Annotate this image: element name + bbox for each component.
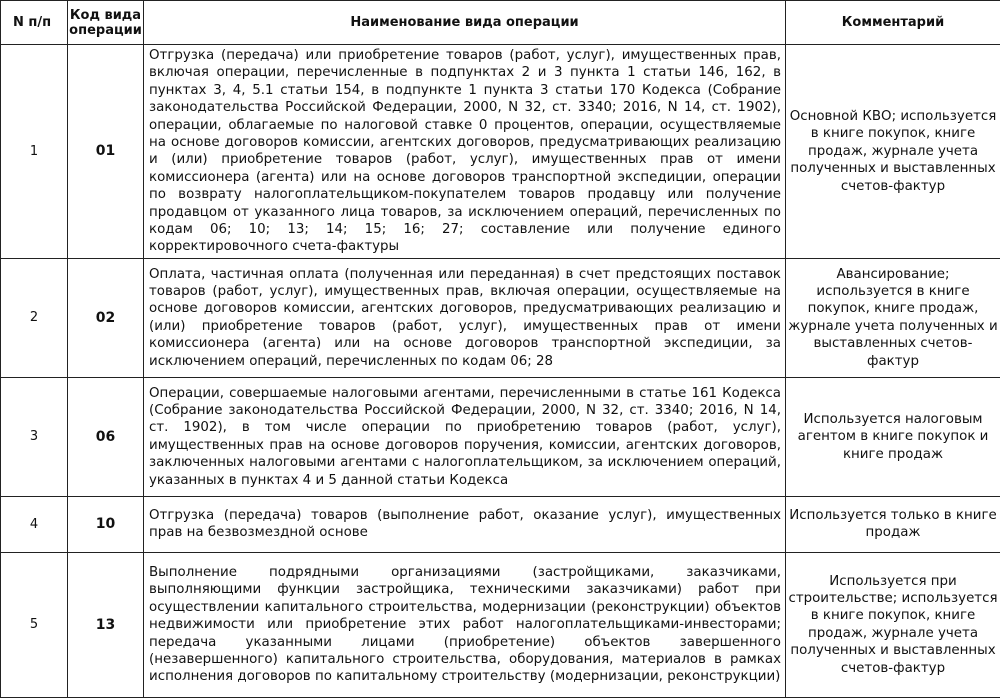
table-row bbox=[1, 377, 1000, 496]
row-comment: Основной КВО; используется в книге покупок, книге продаж, журнале учета полученных и выставленных счетов-фактур bbox=[786, 45, 1000, 259]
header-num: N п/п bbox=[1, 1, 68, 45]
row-code: 02 bbox=[68, 258, 144, 377]
row-description: Отгрузка (передача) или приобретение товаров (работ, услуг), имущественных прав, включая операции, перечисленные в подпунктах 2 и 3 пункта 1 статьи 146, 162, в пунктах 3, 4, 5.1 статьи 154, в подпункте 1 пункта 3 статьи 170 Кодекса (Собрание законодательства Российской Федерации, 2000, N 32, ст. 3340; 2016, N 14, ст. 1902), операции, облагаемые по налоговой ставке 0 процентов, операции, осуществляемые на основе договоров комиссии, агентских договоров, предусматривающих реализацию и (или) приобретение товаров (работ, услуг), имущественных прав от имени комиссионера (агента) или на основе договоров транспортной экспедиции, операции по возврату налогоплательщиком-покупателем товаров продавцу или получение продавцом от указанного лица товаров, за исключением операций, перечисленных по кодам 06; 10; 13; 14; 15; 16; 27; составление или получение единого корректировочного счета-фактуры bbox=[144, 45, 786, 259]
header-name: Наименование вида операции bbox=[144, 1, 786, 45]
header-comment: Комментарий bbox=[786, 1, 1000, 45]
row-code: 01 bbox=[68, 45, 144, 259]
header-code: Код вида операции bbox=[68, 1, 144, 45]
row-code: 10 bbox=[68, 496, 144, 552]
row-comment: Авансирование; используется в книге покупок, книге продаж, журнале учета полученных и выставленных счетов-фактур bbox=[786, 258, 1000, 377]
row-num: 2 bbox=[1, 258, 68, 377]
row-code: 06 bbox=[68, 377, 144, 496]
table-row bbox=[1, 552, 1000, 697]
table-header-row bbox=[1, 1, 1000, 45]
row-comment: Используется только в книге продаж bbox=[786, 496, 1000, 552]
row-description: Операции, совершаемые налоговыми агентами, перечисленными в статье 161 Кодекса (Собрание законодательства Российской Федерации, 2000, N 32, ст. 3340; 2016, N 14, ст. 1902), в том числе операции по приобретению товаров (работ, услуг), имущественных прав на основе договоров поручения, комиссии, агентских договоров, заключенных налоговыми агентами с налогоплательщиком, за исключением операций, указанных в пунктах 4 и 5 данной статьи Кодекса bbox=[144, 377, 786, 496]
row-num: 4 bbox=[1, 496, 68, 552]
row-description: Выполнение подрядными организациями (застройщиками, заказчиками, выполняющими функции застройщика, техническими заказчиками) работ при осуществлении капитального строительства, модернизации (реконструкции) объектов недвижимости или приобретение этих работ налогоплательщиками-инвесторами; передача указанными лицами (приобретение) объектов завершенного (незавершенного) капитального строительства, оборудования, материалов в рамках исполнения договоров по капитальному строительству (модернизации, реконструкции) bbox=[144, 552, 786, 697]
row-comment: Используется при строительстве; используется в книге покупок, книге продаж, журнале учета полученных и выставленных счетов-фактур bbox=[786, 552, 1000, 697]
row-description: Отгрузка (передача) товаров (выполнение работ, оказание услуг), имущественных прав на безвозмездной основе bbox=[144, 496, 786, 552]
row-description: Оплата, частичная оплата (полученная или переданная) в счет предстоящих поставок товаров (работ, услуг), имущественных прав, включая операции, осуществляемые на основе договоров комиссии, агентских договоров, предусматривающих реализацию и (или) приобретение товаров (работ, услуг), имущественных прав от имени комиссионера (агента) или на основе договоров транспортной экспедиции, за исключением операций, перечисленных по кодам 06; 28 bbox=[144, 258, 786, 377]
row-code: 13 bbox=[68, 552, 144, 697]
table-row bbox=[1, 496, 1000, 552]
row-num: 3 bbox=[1, 377, 68, 496]
row-comment: Используется налоговым агентом в книге покупок и книге продаж bbox=[786, 377, 1000, 496]
table-row bbox=[1, 258, 1000, 377]
table-row bbox=[1, 45, 1000, 259]
row-num: 1 bbox=[1, 45, 68, 259]
row-num: 5 bbox=[1, 552, 68, 697]
